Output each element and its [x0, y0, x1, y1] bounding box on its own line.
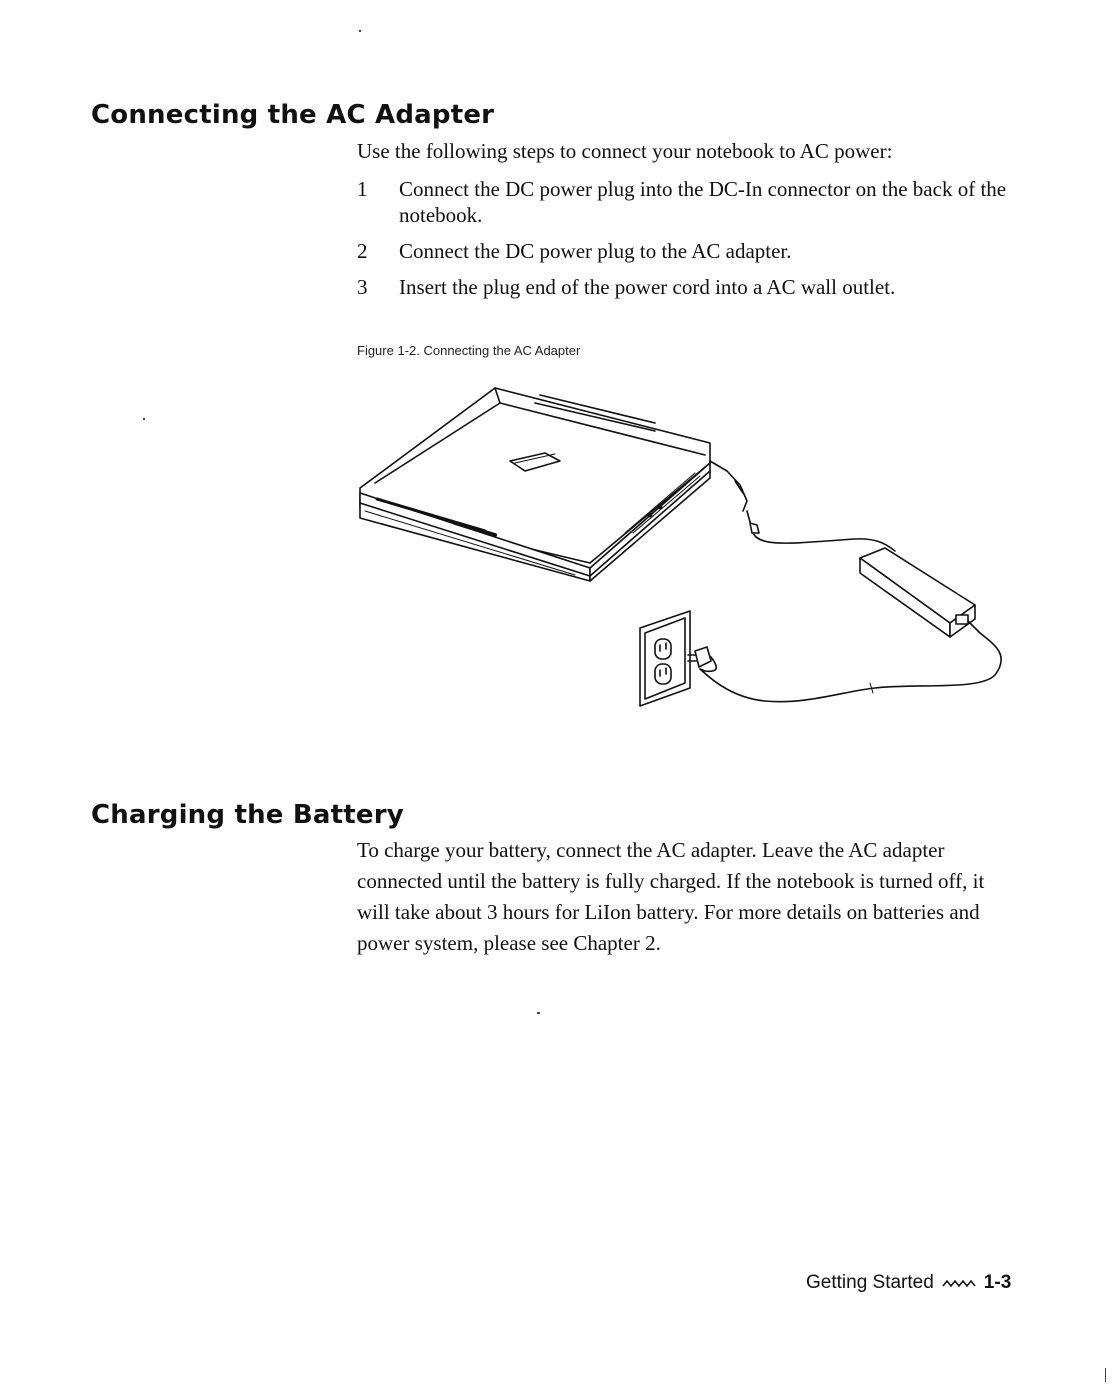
section-heading-charging-battery: Charging the Battery	[91, 800, 404, 830]
notebook-illustration	[360, 388, 710, 581]
footer-chapter-title: Getting Started	[806, 1272, 934, 1293]
page-footer	[806, 1272, 1011, 1294]
scan-speck	[359, 30, 361, 32]
step-text: Connect the DC power plug into the DC-In connector on the back of the notebook.	[399, 177, 1007, 227]
intro-text: Use the following steps to connect your notebook to AC power:	[357, 139, 893, 163]
step-number: 3	[357, 275, 368, 299]
step-number: 2	[357, 239, 368, 263]
step-text: Connect the DC power plug to the AC adapter.	[399, 239, 792, 263]
list-item	[357, 238, 1037, 264]
ac-adapter-illustration-brick	[700, 461, 1001, 702]
ac-adapter-illustration	[355, 383, 1015, 713]
charging-paragraph: To charge your battery, connect the AC adapter. Leave the AC adapter connected until the battery is fully charged. If the notebook is turned off, it will take about 3 hours for LiIon battery. For more details on batteries and power system, please see Chapter 2.	[357, 838, 985, 955]
scan-mark	[1105, 1368, 1106, 1382]
step-number: 1	[357, 177, 368, 201]
scan-speck	[537, 1012, 540, 1014]
steps-list	[357, 176, 1037, 310]
wall-outlet-illustration	[640, 611, 716, 706]
wave-divider-icon	[942, 1278, 976, 1288]
figure-caption: Figure 1-2. Connecting the AC Adapter	[357, 343, 581, 358]
list-item	[357, 176, 1037, 228]
scan-speck	[143, 418, 145, 420]
step-text: Insert the plug end of the power cord into a AC wall outlet.	[399, 275, 896, 299]
section-heading-ac-adapter: Connecting the AC Adapter	[91, 100, 495, 130]
page-number: 1-3	[983, 1272, 1012, 1293]
list-item	[357, 274, 1037, 300]
